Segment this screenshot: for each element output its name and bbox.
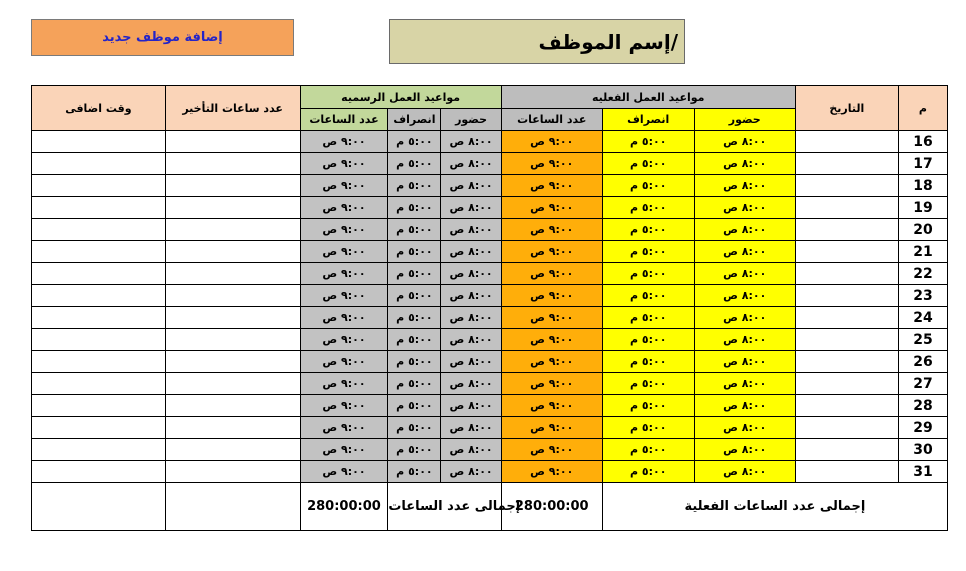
late-hours-cell[interactable] [165,197,300,219]
date-cell[interactable] [795,263,898,285]
official-leave-cell[interactable]: ٥:٠٠ م [388,197,441,219]
overtime-cell[interactable] [32,241,166,263]
actual-attend-cell[interactable]: ٨:٠٠ ص [694,241,795,263]
add-employee-button[interactable]: إضافة موظف جديد [31,19,294,56]
late-hours-cell[interactable] [165,263,300,285]
date-cell[interactable] [795,285,898,307]
row-number: 29 [898,417,947,439]
official-leave-cell[interactable]: ٥:٠٠ م [388,351,441,373]
actual-attend-cell[interactable]: ٨:٠٠ ص [694,175,795,197]
date-cell[interactable] [795,197,898,219]
date-cell[interactable] [795,329,898,351]
total-overtime-cell[interactable] [32,483,166,531]
official-total-label: إجمالى عدد الساعات [388,483,501,531]
actual-attend-cell[interactable]: ٨:٠٠ ص [694,461,795,483]
official-attend-cell[interactable]: ٨:٠٠ ص [441,131,501,153]
official-leave-header: انصراف [388,109,441,131]
official-attend-cell[interactable]: ٨:٠٠ ص [441,153,501,175]
official-hours-cell[interactable]: ٩:٠٠ ص [300,417,388,439]
actual-attend-cell[interactable]: ٨:٠٠ ص [694,329,795,351]
overtime-cell[interactable] [32,219,166,241]
official-leave-cell[interactable]: ٥:٠٠ م [388,461,441,483]
official-leave-cell[interactable]: ٥:٠٠ م [388,395,441,417]
table-row [32,395,948,417]
official-attend-cell[interactable]: ٨:٠٠ ص [441,175,501,197]
table-row [32,351,948,373]
actual-attend-header: حضور [694,109,795,131]
official-attend-cell[interactable]: ٨:٠٠ ص [441,439,501,461]
row-number: 18 [898,175,947,197]
actual-attend-cell[interactable]: ٨:٠٠ ص [694,439,795,461]
official-leave-cell[interactable]: ٥:٠٠ م [388,417,441,439]
official-leave-cell[interactable]: ٥:٠٠ م [388,307,441,329]
date-cell[interactable] [795,439,898,461]
actual-attend-cell[interactable]: ٨:٠٠ ص [694,417,795,439]
table-row [32,197,948,219]
late-hours-cell[interactable] [165,439,300,461]
actual-leave-cell[interactable]: ٥:٠٠ م [602,461,694,483]
late-hours-cell[interactable] [165,153,300,175]
late-hours-cell[interactable] [165,285,300,307]
late-hours-cell[interactable] [165,417,300,439]
actual-attend-cell[interactable]: ٨:٠٠ ص [694,263,795,285]
overtime-cell[interactable] [32,285,166,307]
actual-attend-cell[interactable]: ٨:٠٠ ص [694,219,795,241]
row-number: 25 [898,329,947,351]
official-hours-cell[interactable]: ٩:٠٠ ص [300,219,388,241]
actual-leave-cell[interactable]: ٥:٠٠ م [602,197,694,219]
overtime-cell[interactable] [32,153,166,175]
official-attend-cell[interactable]: ٨:٠٠ ص [441,329,501,351]
num-header: م [898,86,947,131]
actual-leave-cell[interactable]: ٥:٠٠ م [602,285,694,307]
table-row [32,285,948,307]
official-hours-cell[interactable]: ٩:٠٠ ص [300,439,388,461]
late-hours-header: عدد ساعات التأخير [165,86,300,131]
actual-attend-cell[interactable]: ٨:٠٠ ص [694,373,795,395]
table-row [32,329,948,351]
table-row [32,131,948,153]
row-number: 24 [898,307,947,329]
row-number: 27 [898,373,947,395]
actual-leave-cell[interactable]: ٥:٠٠ م [602,439,694,461]
actual-attend-cell[interactable]: ٨:٠٠ ص [694,131,795,153]
late-hours-cell[interactable] [165,307,300,329]
actual-hours-cell[interactable]: ٩:٠٠ ص [501,175,602,197]
official-hours-cell[interactable]: ٩:٠٠ ص [300,461,388,483]
actual-hours-cell[interactable]: ٩:٠٠ ص [501,329,602,351]
table-row [32,307,948,329]
actual-leave-cell[interactable]: ٥:٠٠ م [602,307,694,329]
actual-hours-cell[interactable]: ٩:٠٠ ص [501,373,602,395]
official-attend-cell[interactable]: ٨:٠٠ ص [441,285,501,307]
actual-leave-cell[interactable]: ٥:٠٠ م [602,417,694,439]
total-late-cell[interactable] [165,483,300,531]
actual-leave-cell[interactable]: ٥:٠٠ م [602,263,694,285]
official-attend-cell[interactable]: ٨:٠٠ ص [441,351,501,373]
actual-hours-cell[interactable]: ٩:٠٠ ص [501,263,602,285]
actual-attend-cell[interactable]: ٨:٠٠ ص [694,395,795,417]
row-number: 30 [898,439,947,461]
actual-hours-cell[interactable]: ٩:٠٠ ص [501,395,602,417]
official-hours-cell[interactable]: ٩:٠٠ ص [300,241,388,263]
official-hours-cell[interactable]: ٩:٠٠ ص [300,285,388,307]
actual-hours-cell[interactable]: ٩:٠٠ ص [501,153,602,175]
table-row [32,373,948,395]
official-leave-cell[interactable]: ٥:٠٠ م [388,175,441,197]
late-hours-cell[interactable] [165,175,300,197]
row-number: 21 [898,241,947,263]
actual-hours-cell[interactable]: ٩:٠٠ ص [501,439,602,461]
actual-hours-cell[interactable]: ٩:٠٠ ص [501,131,602,153]
overtime-cell[interactable] [32,175,166,197]
overtime-cell[interactable] [32,307,166,329]
date-cell[interactable] [795,417,898,439]
actual-leave-header: انصراف [602,109,694,131]
actual-leave-cell[interactable]: ٥:٠٠ م [602,329,694,351]
official-attend-header: حضور [441,109,501,131]
row-number: 26 [898,351,947,373]
date-cell[interactable] [795,175,898,197]
official-hours-cell[interactable]: ٩:٠٠ ص [300,263,388,285]
late-hours-cell[interactable] [165,241,300,263]
row-number: 16 [898,131,947,153]
date-header: التاريخ [795,86,898,131]
table-row [32,439,948,461]
overtime-cell[interactable] [32,131,166,153]
actual-schedule-header: مواعيد العمل الفعليه [501,86,795,109]
late-hours-cell[interactable] [165,351,300,373]
overtime-cell[interactable] [32,329,166,351]
date-cell[interactable] [795,351,898,373]
actual-hours-cell[interactable]: ٩:٠٠ ص [501,285,602,307]
official-hours-header: عدد الساعات [300,109,388,131]
late-hours-cell[interactable] [165,131,300,153]
row-number: 31 [898,461,947,483]
overtime-cell[interactable] [32,351,166,373]
table-row [32,175,948,197]
actual-attend-cell[interactable]: ٨:٠٠ ص [694,197,795,219]
official-hours-cell[interactable]: ٩:٠٠ ص [300,175,388,197]
official-attend-cell[interactable]: ٨:٠٠ ص [441,197,501,219]
table-row [32,461,948,483]
official-attend-cell[interactable]: ٨:٠٠ ص [441,417,501,439]
official-leave-cell[interactable]: ٥:٠٠ م [388,329,441,351]
official-attend-cell[interactable]: ٨:٠٠ ص [441,219,501,241]
actual-hours-cell[interactable]: ٩:٠٠ ص [501,461,602,483]
actual-leave-cell[interactable]: ٥:٠٠ م [602,131,694,153]
actual-attend-cell[interactable]: ٨:٠٠ ص [694,307,795,329]
actual-leave-cell[interactable]: ٥:٠٠ م [602,153,694,175]
official-leave-cell[interactable]: ٥:٠٠ م [388,439,441,461]
row-number: 19 [898,197,947,219]
overtime-cell[interactable] [32,197,166,219]
late-hours-cell[interactable] [165,461,300,483]
official-leave-cell[interactable]: ٥:٠٠ م [388,241,441,263]
actual-hours-header: عدد الساعات [501,109,602,131]
official-leave-cell[interactable]: ٥:٠٠ م [388,285,441,307]
actual-leave-cell[interactable]: ٥:٠٠ م [602,373,694,395]
row-number: 20 [898,219,947,241]
official-leave-cell[interactable]: ٥:٠٠ م [388,131,441,153]
actual-total-value: 280:00:00 [501,483,602,531]
official-hours-cell[interactable]: ٩:٠٠ ص [300,373,388,395]
employee-name-field[interactable]: إسم الموظف/ [389,19,685,64]
late-hours-cell[interactable] [165,373,300,395]
table-row [32,263,948,285]
official-hours-cell[interactable]: ٩:٠٠ ص [300,307,388,329]
date-cell[interactable] [795,241,898,263]
official-attend-cell[interactable]: ٨:٠٠ ص [441,395,501,417]
actual-total-label: إجمالى عدد الساعات الفعلية [602,483,947,531]
actual-hours-cell[interactable]: ٩:٠٠ ص [501,417,602,439]
date-cell[interactable] [795,461,898,483]
actual-hours-cell[interactable]: ٩:٠٠ ص [501,219,602,241]
date-cell[interactable] [795,153,898,175]
official-leave-cell[interactable]: ٥:٠٠ م [388,263,441,285]
official-attend-cell[interactable]: ٨:٠٠ ص [441,241,501,263]
official-hours-cell[interactable]: ٩:٠٠ ص [300,131,388,153]
official-leave-cell[interactable]: ٥:٠٠ م [388,153,441,175]
date-cell[interactable] [795,395,898,417]
actual-leave-cell[interactable]: ٥:٠٠ م [602,219,694,241]
table-row [32,241,948,263]
official-hours-cell[interactable]: ٩:٠٠ ص [300,329,388,351]
date-cell[interactable] [795,307,898,329]
actual-attend-cell[interactable]: ٨:٠٠ ص [694,285,795,307]
late-hours-cell[interactable] [165,329,300,351]
actual-attend-cell[interactable]: ٨:٠٠ ص [694,351,795,373]
overtime-cell[interactable] [32,417,166,439]
overtime-cell[interactable] [32,439,166,461]
row-number: 28 [898,395,947,417]
late-hours-cell[interactable] [165,219,300,241]
actual-hours-cell[interactable]: ٩:٠٠ ص [501,351,602,373]
official-attend-cell[interactable]: ٨:٠٠ ص [441,461,501,483]
overtime-cell[interactable] [32,373,166,395]
official-schedule-header: مواعيد العمل الرسميه [300,86,501,109]
official-hours-cell[interactable]: ٩:٠٠ ص [300,153,388,175]
official-attend-cell[interactable]: ٨:٠٠ ص [441,373,501,395]
actual-leave-cell[interactable]: ٥:٠٠ م [602,351,694,373]
official-leave-cell[interactable]: ٥:٠٠ م [388,219,441,241]
row-number: 23 [898,285,947,307]
actual-hours-cell[interactable]: ٩:٠٠ ص [501,241,602,263]
official-attend-cell[interactable]: ٨:٠٠ ص [441,307,501,329]
actual-leave-cell[interactable]: ٥:٠٠ م [602,175,694,197]
official-total-value: 280:00:00 [300,483,388,531]
official-hours-cell[interactable]: ٩:٠٠ ص [300,197,388,219]
date-cell[interactable] [795,373,898,395]
row-number: 17 [898,153,947,175]
overtime-cell[interactable] [32,461,166,483]
actual-hours-cell[interactable]: ٩:٠٠ ص [501,307,602,329]
date-cell[interactable] [795,219,898,241]
actual-attend-cell[interactable]: ٨:٠٠ ص [694,153,795,175]
overtime-cell[interactable] [32,395,166,417]
official-leave-cell[interactable]: ٥:٠٠ م [388,373,441,395]
official-attend-cell[interactable]: ٨:٠٠ ص [441,263,501,285]
official-hours-cell[interactable]: ٩:٠٠ ص [300,395,388,417]
table-row [32,219,948,241]
actual-hours-cell[interactable]: ٩:٠٠ ص [501,197,602,219]
overtime-header: وقت اضافى [32,86,166,131]
row-number: 22 [898,263,947,285]
overtime-cell[interactable] [32,263,166,285]
actual-leave-cell[interactable]: ٥:٠٠ م [602,395,694,417]
actual-leave-cell[interactable]: ٥:٠٠ م [602,241,694,263]
attendance-table [31,85,948,531]
date-cell[interactable] [795,131,898,153]
table-row [32,417,948,439]
late-hours-cell[interactable] [165,395,300,417]
official-hours-cell[interactable]: ٩:٠٠ ص [300,351,388,373]
table-row [32,153,948,175]
